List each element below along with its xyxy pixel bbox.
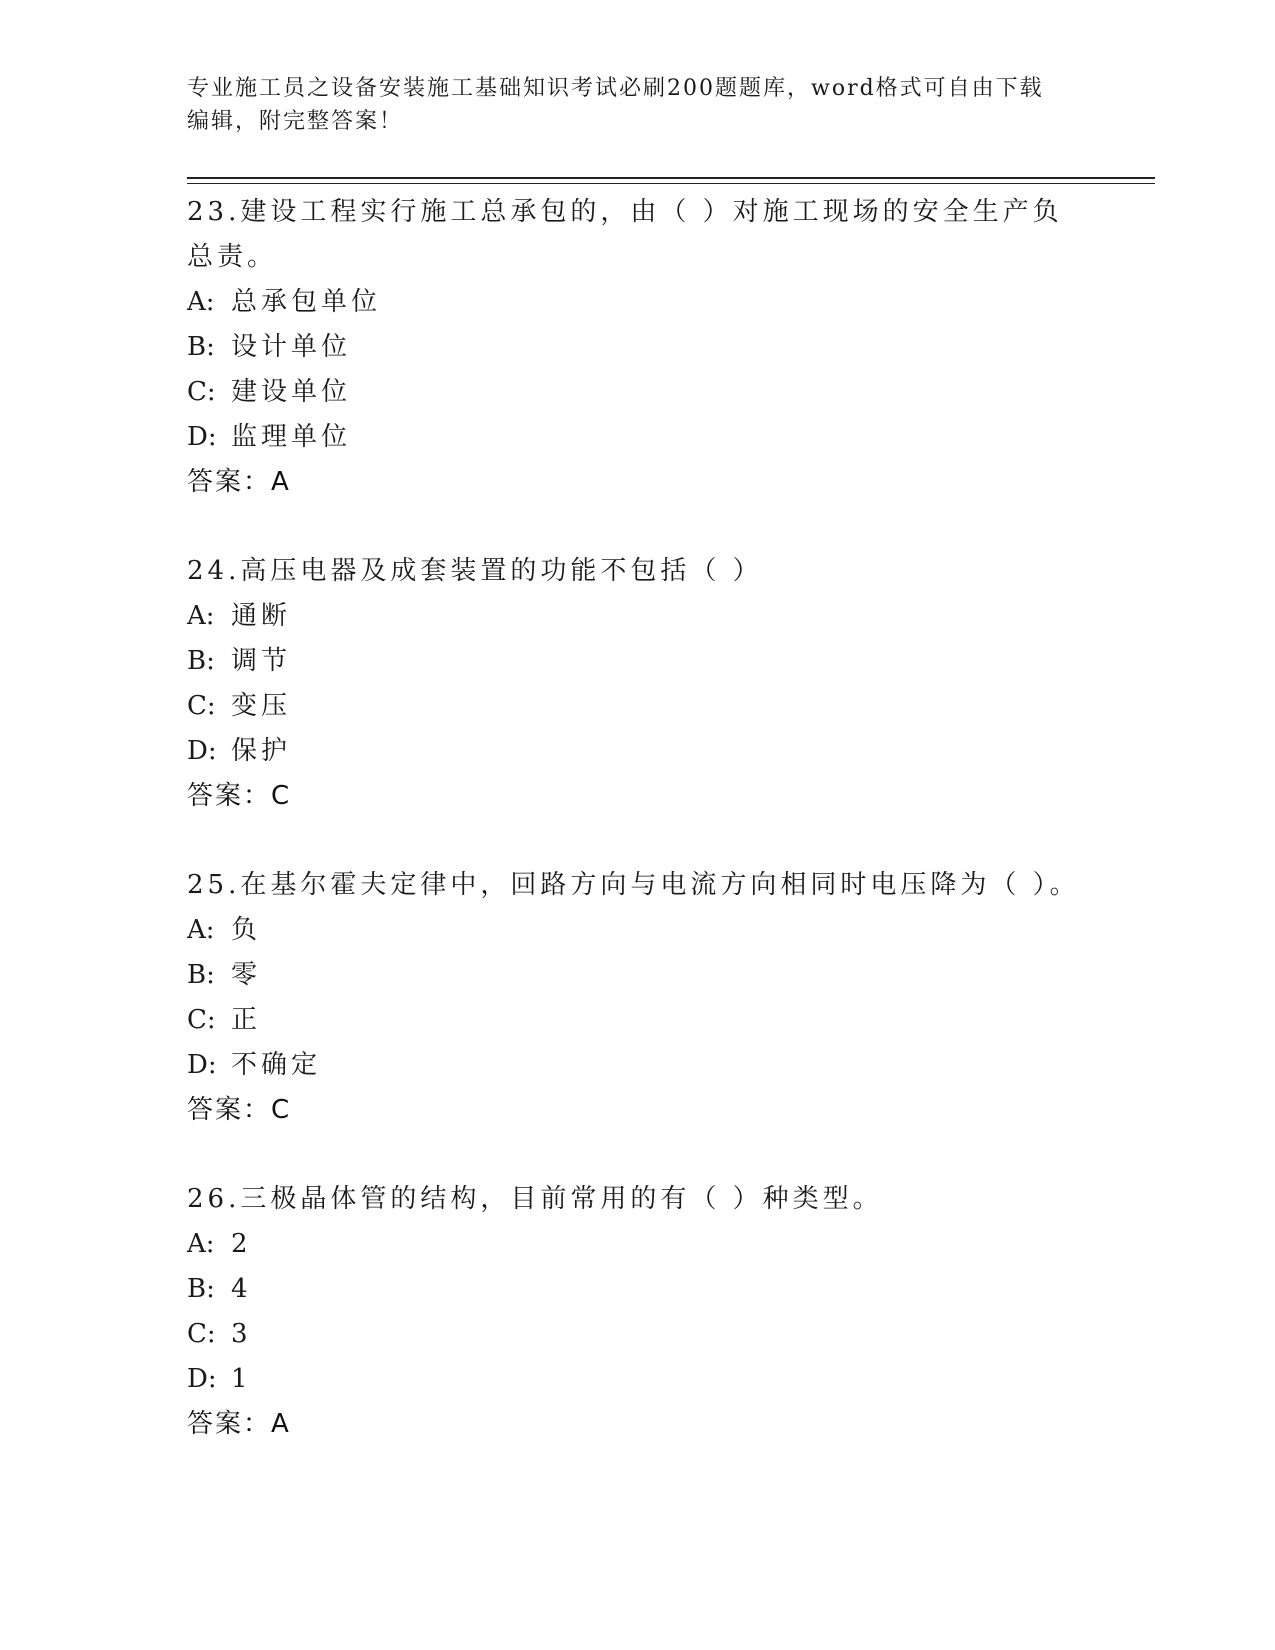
question-text: 25.在基尔霍夫定律中，回路方向与电流方向相同时电压降为（ ）。 <box>187 870 1080 900</box>
option-text: 负 <box>231 915 262 945</box>
question-26 <box>187 1177 1087 1447</box>
answer-line: 答案：A <box>187 1409 291 1439</box>
option-a <box>187 594 1087 639</box>
question-24 <box>187 549 1087 819</box>
option-letter: A: <box>187 287 215 317</box>
option-letter: C: <box>187 691 216 721</box>
option-letter: A: <box>187 601 215 631</box>
answer-line: 答案：C <box>187 781 292 811</box>
option-text: 通断 <box>231 601 292 631</box>
option-text: 建设单位 <box>231 377 352 407</box>
option-c <box>187 1312 1087 1357</box>
question-text: 24.高压电器及成套装置的功能不包括（ ） <box>187 556 763 586</box>
option-text: 1 <box>231 1364 252 1394</box>
option-letter: A: <box>187 915 215 945</box>
header-divider-thick <box>187 177 1155 179</box>
option-a <box>187 908 1087 953</box>
option-letter: C: <box>187 1319 216 1349</box>
option-letter: B: <box>187 960 215 990</box>
option-text: 调节 <box>231 646 292 676</box>
option-text: 变压 <box>231 691 292 721</box>
option-a <box>187 280 1087 325</box>
answer-line: 答案：C <box>187 1095 292 1125</box>
document-header: 专业施工员之设备安装施工基础知识考试必刷200题题库，word格式可自由下载编辑，附完整答案！ <box>187 76 1044 134</box>
option-text: 监理单位 <box>231 422 352 452</box>
option-text: 2 <box>231 1229 252 1259</box>
option-text: 保护 <box>231 736 292 766</box>
question-text: 26.三极晶体管的结构，目前常用的有（ ）种类型。 <box>187 1184 883 1214</box>
header-divider-thin <box>187 183 1155 184</box>
option-letter: C: <box>187 1005 216 1035</box>
option-d <box>187 1043 1087 1088</box>
option-text: 3 <box>231 1319 252 1349</box>
option-letter: B: <box>187 646 215 676</box>
option-letter: D: <box>187 736 217 766</box>
question-list <box>187 190 1087 1491</box>
option-letter: D: <box>187 422 217 452</box>
question-25 <box>187 863 1087 1133</box>
option-text: 不确定 <box>231 1050 322 1080</box>
option-text: 设计单位 <box>231 332 352 362</box>
option-letter: D: <box>187 1050 217 1080</box>
option-b <box>187 325 1087 370</box>
option-letter: B: <box>187 1274 215 1304</box>
option-b <box>187 1267 1087 1312</box>
option-text: 零 <box>231 960 262 990</box>
option-c <box>187 684 1087 729</box>
option-b <box>187 953 1087 998</box>
option-letter: C: <box>187 377 216 407</box>
option-text: 4 <box>231 1274 252 1304</box>
option-c <box>187 370 1087 415</box>
question-23 <box>187 190 1087 505</box>
answer-line: 答案：A <box>187 467 291 497</box>
option-a <box>187 1222 1087 1267</box>
option-d <box>187 415 1087 460</box>
option-c <box>187 998 1087 1043</box>
option-letter: A: <box>187 1229 215 1259</box>
option-text: 总承包单位 <box>231 287 382 317</box>
option-d <box>187 1357 1087 1402</box>
option-d <box>187 729 1087 774</box>
option-b <box>187 639 1087 684</box>
option-letter: D: <box>187 1364 217 1394</box>
option-text: 正 <box>231 1005 262 1035</box>
option-letter: B: <box>187 332 215 362</box>
question-text: 23.建设工程实行施工总承包的，由（ ）对施工现场的安全生产负总责。 <box>187 197 1063 272</box>
